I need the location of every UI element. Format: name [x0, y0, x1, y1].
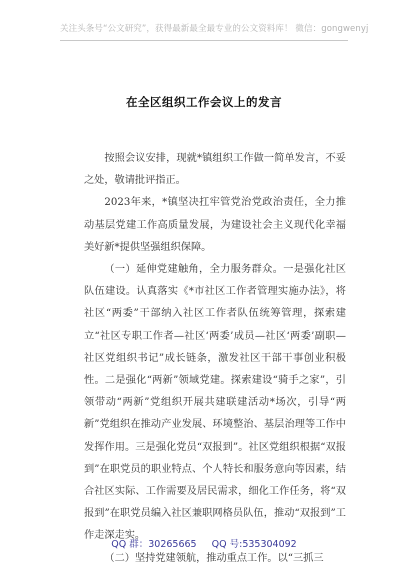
document-title: 在全区组织工作会议上的发言 — [126, 95, 282, 109]
footer-qq-group: QQ 群：30265665 — [111, 539, 197, 550]
document-body — [84, 148, 346, 570]
paragraph-section-one: （一）延伸党建触角，全力服务群众。一是强化社区队伍建设。认真落实《*市社区工作者管理实施办法》，将社区“两委”干部纳入社区工作者队伍统筹管理，探索建立“社区专职工作者—社区‘两委’成员—社区‘两委’副职—社区党组织书记”成长链条，激发社区干部干事创业积极性。二是强化“两新”领域党建。探索建设“骑手之家”，引领带动“两新”党组织开展共建联建活动*场次，引导“两新”党组织在推动产业发展、环境整治、基层治理等工作中发挥作用。三是强化党员“双报到”。社区党组织根据“双报到”在职党员的职业特点、个人特长和服务意向等因素，结合社区实际、工作需要及居民需求，细化工作任务，将“双报到”在职党员编入社区兼职网格员队伍，推动“双报到”工作走深走实。 — [84, 264, 346, 542]
header-divider — [60, 40, 348, 41]
paragraph-summary: 2023年来，*镇坚决扛牢管党治党政治责任，全力推动基层党建工作高质量发展，为建设社会主义现代化幸福美好新*提供坚强组织保障。 — [84, 197, 346, 253]
paragraph-section-two: （二）坚持党建领航，推动重点工作。以“三抓三 — [104, 552, 324, 564]
page-header-notice: 关注头条号“公文研究”，获得最新最全最专业的公文资料库！ 微信：gongwenyj — [60, 24, 369, 34]
paragraph-intro: 按照会议安排，现就*镇组织工作做一简单发言，不妥之处，敬请批评指正。 — [84, 153, 346, 187]
page-footer — [60, 536, 348, 550]
footer-qq-number: QQ 号:535304092 — [211, 539, 297, 550]
